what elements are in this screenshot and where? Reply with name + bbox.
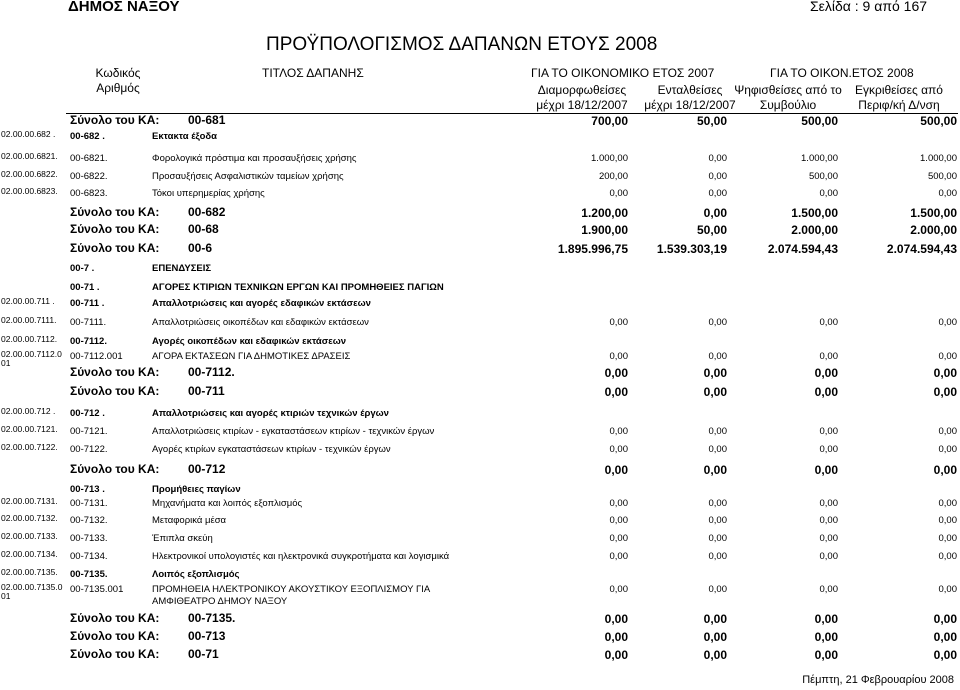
total-label: Σύνολο του ΚΑ: [70,611,160,625]
amount-cell: 0,00 [708,533,727,544]
row-ka: 00-7133. [70,533,108,544]
row-ka: 00-682 . [70,131,105,142]
amount-cell: 0,00 [609,498,628,509]
amount-cell: 0,00 [814,612,838,626]
total-ka: 00-681 [188,113,226,127]
amount-cell: 0,00 [933,630,957,644]
amount-cell: 0,00 [703,206,727,220]
total-label: Σύνολο του ΚΑ: [70,222,160,236]
col-formed-date: μέχρι 18/12/2007 [536,98,628,112]
table-row [0,581,960,607]
amount-cell: 0,00 [609,444,628,455]
amount-cell: 0,00 [609,351,628,362]
municipality-name: ΔΗΜΟΣ ΝΑΞΟΥ [68,0,180,15]
amount-cell: 0,00 [938,551,957,562]
amount-cell: 0,00 [708,171,727,182]
amount-cell: 0,00 [814,630,838,644]
amount-cell: 1.000,00 [920,153,957,164]
row-description: ΕΠΕΝΔΥΣΕΙΣ [152,263,212,274]
row-description: ΠΡΟΜΗΘΕΙΑ ΗΛΕΚΤΡΟΝΙΚΟΥ ΑΚΟΥΣΤΙΚΟΥ ΕΞΟΠΛΙΣΜΟΥ ΓΙΑ ΑΜΦΙΘΕΑΤΡΟ ΔΗΜΟΥ ΝΑΞΟΥ [152,584,430,607]
amount-cell: 0,00 [938,584,957,595]
amount-cell: 2.000,00 [910,223,957,237]
table-row [0,150,960,168]
amount-cell: 0,00 [604,366,628,380]
total-row [0,384,960,402]
total-row [0,647,960,665]
row-ka: 00-7112. [70,336,107,347]
amount-cell: 1.539.303,19 [656,242,727,256]
total-ka: 00-682 [188,205,226,219]
col-code-label: Κωδικός [95,66,141,80]
amount-cell: 500,00 [801,114,838,128]
group-2007-label: ΓΙΑ ΤΟ ΟΙΚΟΝΟΜΙΚΟ ΕΤΟΣ 2007 [531,66,715,80]
amount-cell: 0,00 [819,426,838,437]
total-label: Σύνολο του ΚΑ: [70,113,160,127]
row-description: Απαλλοτριώσεις και αγορές εδαφικών εκτάσεων [152,298,371,309]
total-ka: 00-712 [188,462,226,476]
row-description: Αγορές κτιρίων εγκαταστάσεων κτιρίων - τεχνικών έργων [152,444,391,455]
amount-cell: 0,00 [819,533,838,544]
total-ka: 00-711 [188,384,225,398]
amount-cell: 0,00 [933,385,957,399]
table-row [0,185,960,203]
amount-cell: 0,00 [703,385,727,399]
row-code: 02.00.00.682 . [1,129,56,139]
total-row [0,205,960,223]
amount-cell: 0,00 [819,498,838,509]
total-label: Σύνολο του ΚΑ: [70,629,160,643]
amount-cell: 0,00 [819,188,838,199]
amount-cell: 2.074.594,43 [767,242,838,256]
amount-cell: 0,00 [609,533,628,544]
row-description: Αγορές οικοπέδων και εδαφικών εκτάσεων [152,336,347,347]
row-description: Απαλλοτριώσεις και αγορές κτιριών τεχνικών έργων [152,408,389,419]
amount-cell: 0,00 [609,317,628,328]
total-label: Σύνολο του ΚΑ: [70,384,160,398]
row-ka: 00-71 . [70,282,100,293]
total-row [0,365,960,383]
amount-cell: 0,00 [604,648,628,662]
table-row [0,495,960,513]
amount-cell: 0,00 [938,317,957,328]
amount-cell: 0,00 [938,498,957,509]
row-description: Λοιπός εξοπλισμός [152,569,240,580]
amount-cell: 0,00 [708,153,727,164]
section-row [0,128,960,146]
amount-cell: 0,00 [933,463,957,477]
row-ka: 00-6823. [70,188,108,199]
section-row [0,260,960,278]
amount-cell: 2.000,00 [791,223,838,237]
row-ka: 00-713 . [70,484,105,495]
row-ka: 00-7135.001 [70,584,124,595]
amount-cell: 0,00 [938,188,957,199]
total-row [0,462,960,480]
amount-cell: 0,00 [938,533,957,544]
total-ka: 00-6 [188,241,213,255]
amount-cell: 0,00 [708,551,727,562]
amount-cell: 0,00 [933,648,957,662]
row-description: Ηλεκτρονικοί υπολογιστές και ηλεκτρονικά συγκροτήματα και λογισμικά [152,551,450,562]
row-ka: 00-7132. [70,515,108,526]
amount-cell: 0,00 [933,612,957,626]
col-paid-label: Ενταλθείσες [657,83,723,97]
row-description: Απαλλοτριώσεις κτιρίων - εγκαταστάσεων κτιρίων - τεχνικών έργων [152,426,435,437]
amount-cell: 1.200,00 [581,206,628,220]
table-row [0,548,960,566]
row-description: Φορολογικά πρόστιμα και προσαυξήσεις χρήσης [152,153,357,164]
row-ka: 00-7 . [70,263,95,274]
footer-date: Πέμπτη, 21 Φεβρουαρίου 2008 [802,674,954,686]
amount-cell: 0,00 [708,317,727,328]
total-label: Σύνολο του ΚΑ: [70,647,160,661]
amount-cell: 0,00 [814,648,838,662]
row-code: 02.00.00.712 . [1,406,56,416]
row-description: Τόκοι υπερημερίας χρήσης [152,188,265,199]
row-ka: 00-7135. [70,569,108,580]
col-paid-date: μέχρι 18/12/2007 [644,98,736,112]
row-code: 02.00.00.7132. [1,513,58,523]
amount-cell: 0,00 [708,188,727,199]
amount-cell: 0,00 [814,366,838,380]
row-description: Μεταφορικά μέσα [152,515,227,526]
amount-cell: 0,00 [604,612,628,626]
amount-cell: 0,00 [703,463,727,477]
amount-cell: 0,00 [703,366,727,380]
amount-cell: 0,00 [819,351,838,362]
col-voted-label: Ψηφισθείσες από το [734,83,842,97]
amount-cell: 0,00 [814,385,838,399]
amount-cell: 0,00 [609,188,628,199]
row-code: 02.00.00.7121. [1,424,58,434]
page-title: ΠΡΟΫΠΟΛΟΓΙΣΜΟΣ ΔΑΠΑΝΩΝ ΕΤΟΥΣ 2008 [266,34,658,55]
row-ka: 00-6821. [70,153,108,164]
row-description: ΑΓΟΡΕΣ ΚΤΙΡΙΩΝ ΤΕΧΝΙΚΩΝ ΕΡΓΩΝ ΚΑΙ ΠΡΟΜΗΘΕΙΕΣ ΠΑΓΙΩΝ [152,282,444,293]
row-code: 02.00.00.6823. [1,186,58,196]
total-ka: 00-7135. [188,611,236,625]
amount-cell: 500,00 [920,114,957,128]
row-code: 02.00.00.6822. [1,169,58,179]
row-ka: 00-6822. [70,171,108,182]
section-row [0,295,960,313]
total-ka: 00-7112. [188,365,235,379]
amount-cell: 0,00 [708,584,727,595]
row-description: ΑΓΟΡΑ ΕΚΤΑΣΕΩΝ ΓΙΑ ΔΗΜΟΤΙΚΕΣ ΔΡΑΣΕΙΣ [152,351,351,362]
amount-cell: 0,00 [938,515,957,526]
col-formed-label: Διαμορφωθείσες [537,83,627,97]
row-ka: 00-7112.001 [70,351,123,362]
amount-cell: 0,00 [708,498,727,509]
row-ka: 00-711 . [70,298,105,309]
amount-cell: 500,00 [927,171,957,182]
total-row [0,241,960,259]
section-row [0,405,960,423]
total-ka: 00-68 [188,222,219,236]
amount-cell: 1.000,00 [591,153,628,164]
amount-cell: 0,00 [703,612,727,626]
table-row [0,530,960,548]
row-ka: 00-7134. [70,551,108,562]
col-approved-label: Εγκριθείσες από [855,83,943,97]
amount-cell: 0,00 [703,630,727,644]
row-code: 02.00.00.711 . [1,296,55,306]
total-label: Σύνολο του ΚΑ: [70,205,160,219]
amount-cell: 2.074.594,43 [886,242,957,256]
row-code: 02.00.00.7134. [1,549,58,559]
table-row [0,512,960,530]
total-row [0,611,960,629]
amount-cell: 0,00 [708,444,727,455]
amount-cell: 1.900,00 [581,223,628,237]
total-ka: 00-713 [188,629,226,643]
row-code: 02.00.00.7135.0 01 [1,582,63,601]
row-ka: 00-7111. [70,317,107,328]
amount-cell: 700,00 [591,114,628,128]
amount-cell: 0,00 [708,515,727,526]
amount-cell: 0,00 [819,584,838,595]
amount-cell: 1.895.996,75 [557,242,628,256]
amount-cell: 0,00 [604,463,628,477]
amount-cell: 0,00 [819,551,838,562]
amount-cell: 0,00 [819,444,838,455]
amount-cell: 1.500,00 [910,206,957,220]
row-code: 02.00.00.7131. [1,496,58,506]
row-description: Εκτακτα έξοδα [152,131,218,142]
table-row [0,423,960,441]
page-indicator: Σελίδα : 9 από 167 [810,0,928,14]
amount-cell: 0,00 [609,551,628,562]
row-code: 02.00.00.7112.0 01 [1,349,62,368]
amount-cell: 0,00 [819,515,838,526]
amount-cell: 1.000,00 [801,153,838,164]
col-number-label: Αριθμός [96,81,140,95]
amount-cell: 0,00 [938,444,957,455]
row-code: 02.00.00.7135. [1,567,58,577]
table-row [0,168,960,186]
amount-cell: 200,00 [598,171,628,182]
amount-cell: 0,00 [708,351,727,362]
table-row [0,348,960,366]
amount-cell: 0,00 [819,317,838,328]
amount-cell: 50,00 [696,223,727,237]
amount-cell: 500,00 [808,171,838,182]
total-label: Σύνολο του ΚΑ: [70,365,160,379]
row-code: 02.00.00.7122. [1,442,58,452]
total-row [0,629,960,647]
row-description: Μηχανήματα και λοιπός εξοπλισμός [152,498,303,509]
table-row [0,441,960,459]
col-title-label: ΤΙΤΛΟΣ ΔΑΠΑΝΗΣ [262,66,364,80]
total-row [0,222,960,240]
row-description: Απαλλοτριώσεις οικοπέδων και εδαφικών εκτάσεων [152,317,369,328]
col-voted-sub: Συμβούλιο [759,98,817,112]
row-description: Προσαυξήσεις Ασφαλιστικών ταμείων χρήσης [152,171,344,182]
amount-cell: 50,00 [696,114,727,128]
row-description: Προμήθειες παγίων [152,484,241,495]
row-ka: 00-7131. [70,498,108,509]
amount-cell: 0,00 [609,584,628,595]
row-code: 02.00.00.7112. [1,334,58,344]
amount-cell: 0,00 [609,515,628,526]
row-ka: 00-7121. [70,426,108,437]
amount-cell: 0,00 [938,426,957,437]
amount-cell: 0,00 [938,351,957,362]
row-ka: 00-7122. [70,444,108,455]
total-ka: 00-71 [188,647,219,661]
amount-cell: 0,00 [604,385,628,399]
amount-cell: 0,00 [708,426,727,437]
total-label: Σύνολο του ΚΑ: [70,462,160,476]
amount-cell: 0,00 [814,463,838,477]
row-code: 02.00.00.6821. [1,151,58,161]
table-row [0,314,960,332]
group-2008-label: ΓΙΑ ΤΟ ΟΙΚΟΝ.ΕΤΟΣ 2008 [770,66,914,80]
col-approved-sub: Περιφ/κή Δ/νση [858,98,940,112]
amount-cell: 0,00 [703,648,727,662]
row-ka: 00-712 . [70,408,105,419]
row-code: 02.00.00.7133. [1,531,58,541]
total-label: Σύνολο του ΚΑ: [70,241,160,255]
amount-cell: 0,00 [933,366,957,380]
amount-cell: 1.500,00 [791,206,838,220]
row-code: 02.00.00.7111. [1,315,57,325]
row-description: Έπιπλα σκεύη [152,533,213,544]
amount-cell: 0,00 [609,426,628,437]
amount-cell: 0,00 [604,630,628,644]
